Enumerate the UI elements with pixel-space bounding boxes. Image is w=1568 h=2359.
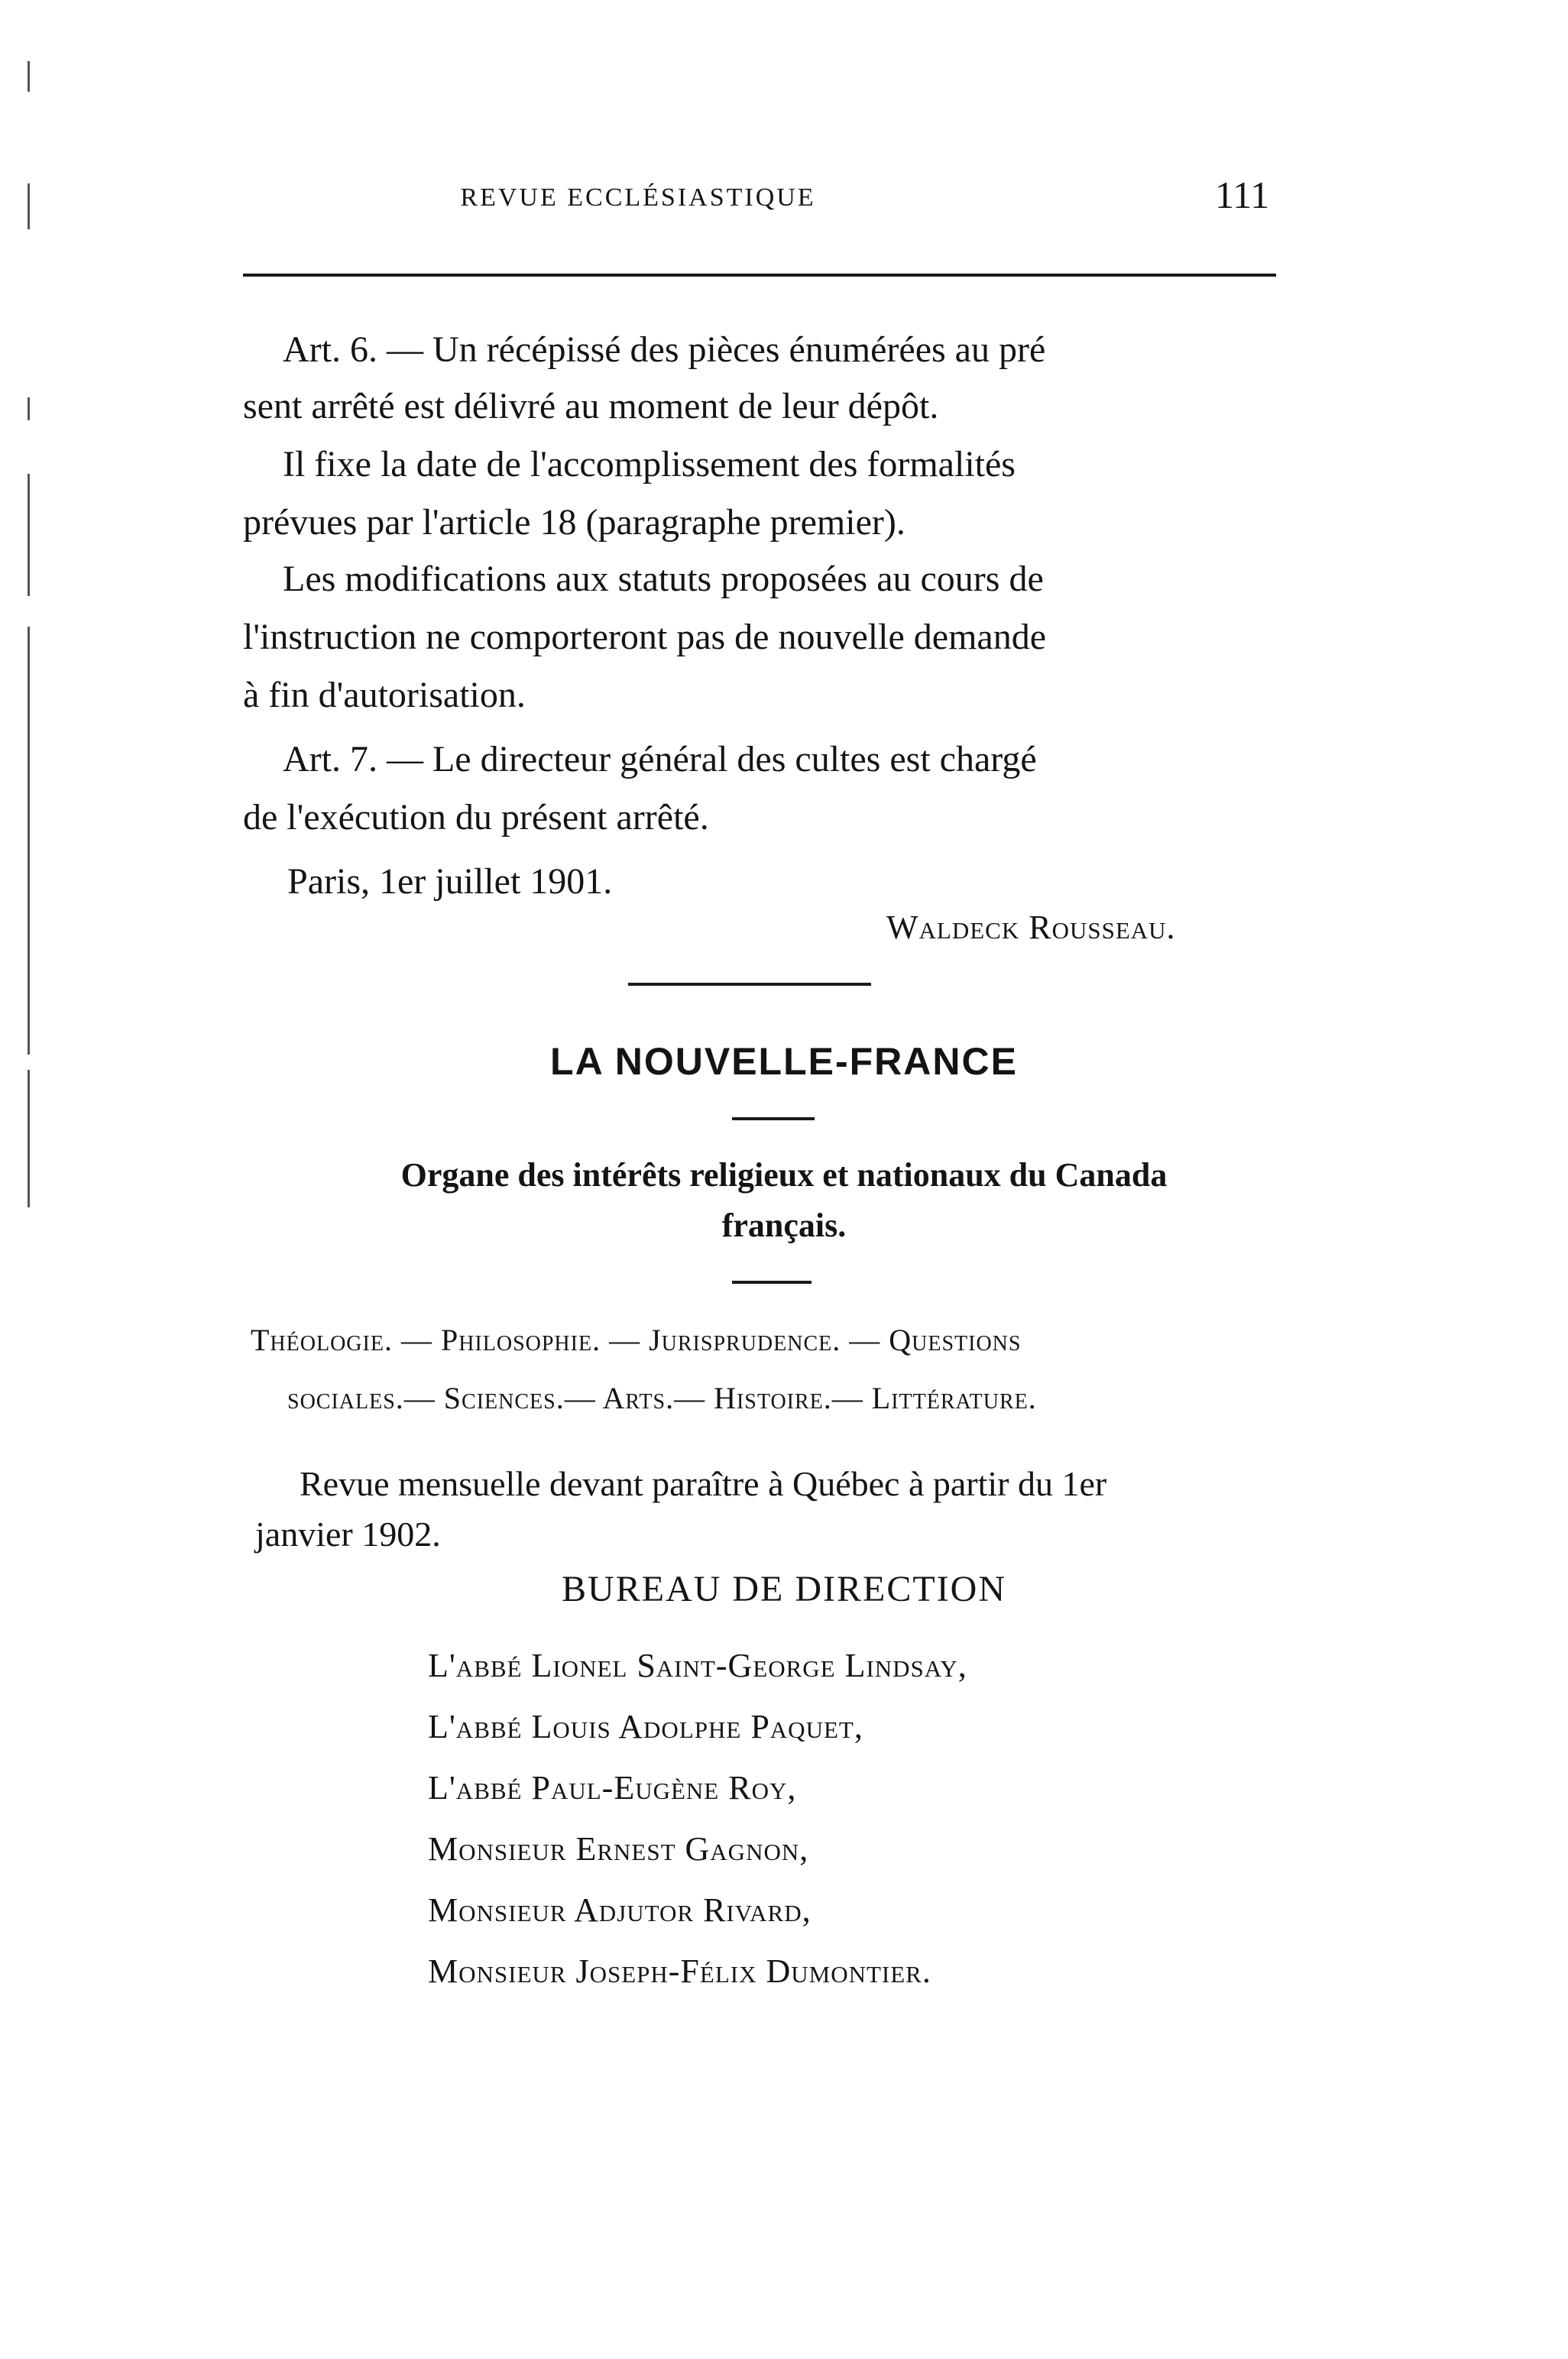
page-number: 111 — [1215, 173, 1270, 216]
decree-line: prévues par l'article 18 (paragraphe premier). — [243, 502, 905, 543]
topics-line: Théologie. — Philosophie. — Jurisprudence. — Questions — [251, 1323, 1022, 1357]
decree-line: Art. 6. — Un récépissé des pièces énumérées au pré — [283, 329, 1046, 370]
decree-line: Paris, 1er juillet 1901. — [287, 861, 613, 902]
decree-line: à fin d'autorisation. — [243, 675, 526, 715]
scan-edge-mark — [28, 627, 30, 1055]
subtitle-line: Organe des intérêts religieux et nationaux du Canada — [400, 1156, 1168, 1194]
bureau-member: Monsieur Joseph-Félix Dumontier. — [428, 1952, 931, 1990]
bureau-member: L'abbé Louis Adolphe Paquet, — [428, 1708, 863, 1745]
publication-line: Revue mensuelle devant paraître à Québec à partir du 1er — [300, 1464, 1107, 1503]
subtitle-line: français. — [721, 1207, 847, 1244]
bureau-heading: BUREAU DE DIRECTION — [562, 1569, 1006, 1609]
header-rule — [243, 274, 1276, 277]
bureau-member: L'abbé Lionel Saint-George Lindsay, — [428, 1647, 967, 1684]
decree-signature: Waldeck Rousseau. — [886, 909, 1176, 946]
bureau-member: L'abbé Paul-Eugène Roy, — [428, 1769, 797, 1807]
decree-line: Il fixe la date de l'accomplissement des formalités — [283, 444, 1016, 484]
bureau-member: Monsieur Adjutor Rivard, — [428, 1891, 812, 1929]
decree-line: Art. 7. — Le directeur général des cultes est chargé — [283, 739, 1037, 779]
title-underline-rule — [732, 1117, 815, 1120]
decree-line: Les modifications aux statuts proposées au cours de — [283, 559, 1044, 599]
publication-line: janvier 1902. — [255, 1515, 441, 1554]
scan-edge-mark — [28, 397, 30, 420]
scan-edge-mark — [28, 61, 30, 92]
subtitle-underline-rule — [732, 1281, 812, 1284]
bureau-member: Monsieur Ernest Gagnon, — [428, 1830, 809, 1868]
section-heading: LA NOUVELLE-FRANCE — [550, 1040, 1018, 1083]
section-separator-rule — [628, 983, 871, 986]
decree-line: sent arrêté est délivré au moment de leur dépôt. — [243, 386, 939, 426]
decree-line: l'instruction ne comporteront pas de nouvelle demande — [243, 617, 1047, 657]
scan-edge-mark — [28, 474, 30, 596]
decree-line: de l'exécution du présent arrêté. — [243, 797, 709, 838]
topics-line: sociales.— Sciences.— Arts.— Histoire.— Littérature. — [287, 1381, 1037, 1415]
running-title: REVUE ECCLÉSIASTIQUE — [460, 183, 816, 212]
